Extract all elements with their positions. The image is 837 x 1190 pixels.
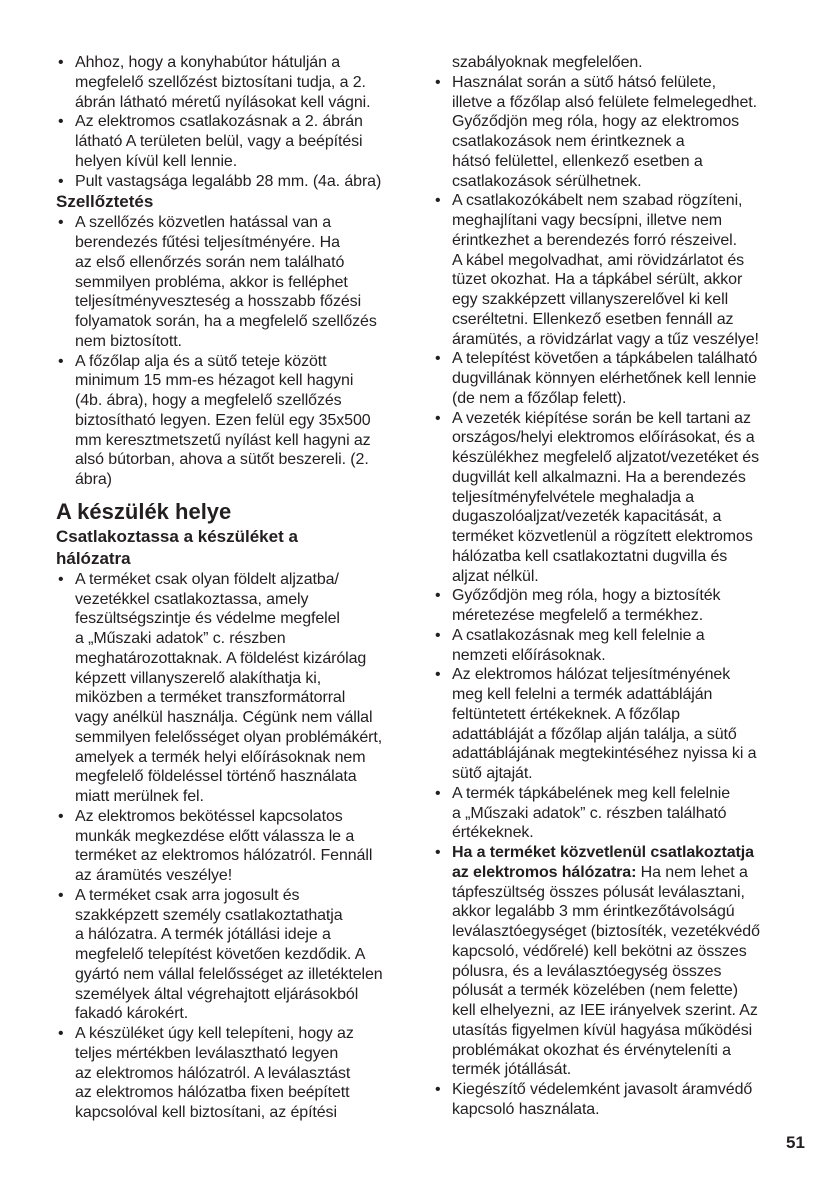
text-line: ábra): [75, 471, 112, 488]
text-line: nemzeti előírásoknak.: [452, 646, 606, 664]
text-line: alsó bútorban, ahova a sütőt beszereli. (2.: [75, 451, 369, 469]
list-item: [433, 626, 818, 666]
list-item: [56, 886, 431, 1024]
bullet-icon: •: [58, 1025, 64, 1042]
bullet-icon: •: [435, 587, 441, 605]
text-line: amelyek a termék helyi előírásoknak nem: [75, 748, 366, 766]
bullet-icon: •: [435, 626, 441, 644]
list-item: [56, 352, 431, 490]
list-item: [433, 1080, 818, 1120]
text-line: minimum 15 mm-es hézagot kell hagyni: [75, 372, 354, 390]
text-line: biztosítható legyen. Ezen felül egy 35x500: [75, 411, 371, 429]
text-line: Az elektromos csatlakozásnak a 2. ábrán: [75, 113, 363, 131]
text-line: Győződjön meg róla, hogy a biztosíték: [452, 587, 721, 605]
text-line: képzett villanyszerelő alakíthatja ki,: [75, 669, 322, 687]
list-item: [433, 191, 818, 349]
text-line: A termék tápkábelének meg kell felelnie: [452, 784, 731, 802]
text-line: hátsó felülettel, ellenkező esetben a: [452, 152, 703, 170]
bullet-icon: •: [435, 666, 441, 684]
text-line: érintkezhet a berendezés forró részeivel.: [452, 231, 737, 249]
text-line: teljesítményveszteség a hosszabb főzési: [75, 293, 362, 311]
text-line: személyek által végrehajtott eljárásokból: [75, 985, 359, 1003]
bullet-icon: •: [58, 807, 64, 825]
text-line: vezetékkel csatlakoztassa, amely: [75, 590, 309, 608]
text-line: készülékhez megfelelő aljzatot/vezetéket és: [452, 449, 759, 466]
text-line: látható A területen belül, vagy a beépítési: [75, 133, 363, 150]
bullet-icon: •: [58, 352, 64, 370]
text-line: az elektromos hálózatról. A leválasztást: [75, 1064, 351, 1082]
text-line: Használat során a sütő hátsó felülete,: [452, 73, 716, 91]
text-line: tápfeszültség összes pólusát leválasztani,: [452, 883, 745, 901]
list-item: [433, 665, 818, 784]
text-line: pólusát a termék közelében (nem felette): [452, 982, 738, 1000]
text-line: hálózatba kell csatlakoztatni dugvilla és: [452, 547, 728, 565]
list-item: [56, 172, 431, 192]
text-line: A főzőlap alja és a sütő teteje között: [75, 352, 327, 370]
text-line: Az elektromos bekötéssel kapcsolatos: [75, 807, 343, 825]
text-line: adattáblájának megtekintéséhez nyissa ki a: [452, 745, 757, 763]
text-line: Kiegészítő védelemként javasolt áramvédő: [452, 1081, 753, 1098]
text-line: az első ellenőrzés során nem található: [75, 253, 345, 271]
text-line: A vezeték kiépítése során be kell tartani az: [452, 409, 751, 427]
text-line: problémákat okozhat és érvényteleníti a: [452, 1041, 731, 1059]
bullet-icon: •: [435, 192, 441, 210]
bullet-icon: •: [58, 570, 64, 588]
bullet-icon: •: [58, 172, 64, 190]
bullet-icon: •: [435, 784, 441, 802]
text-line: (de nem a főzőlap felett).: [452, 389, 627, 407]
text-line: folyamatok során, ha a megfelelő szellőzés: [75, 313, 377, 330]
bullet-icon: •: [435, 844, 441, 861]
bullet-icon: •: [435, 350, 441, 368]
text-line: helyen kívül kell lennie.: [75, 152, 238, 170]
text-line: csatlakozások sérülhetnek.: [452, 172, 642, 190]
section-heading: A készülék helye: [56, 498, 232, 524]
text-line: A készüléket úgy kell telepíteni, hogy az: [75, 1025, 354, 1042]
list-item: [56, 112, 431, 171]
text-line: kapcsoló, védőrelé) kell bekötni az összes: [452, 942, 747, 960]
text-line: Győződjön meg róla, hogy az elektromos: [452, 113, 740, 131]
text-line: A szellőzés közvetlen hatással van a: [75, 214, 332, 232]
text-line: adattábláját a főzőlap alján találja, a sütő: [452, 725, 737, 743]
bullet-icon: •: [58, 886, 64, 904]
text-line: aljzat nélkül.: [452, 567, 539, 585]
text-line: meghatározottaknak. A földelést kizárólag: [75, 649, 367, 667]
text-line: megfelelő szellőzést biztosítani tudja, a 2.: [75, 73, 366, 91]
text-line: fakadó károkért.: [75, 1005, 189, 1023]
text-line: értékeknek.: [452, 824, 534, 842]
continued-text: [433, 53, 818, 73]
bold-text: az elektromos hálózatra:: [452, 863, 637, 881]
list-item: [433, 409, 818, 587]
text-line: pólusra, és a leválasztóegység összes: [452, 962, 722, 980]
text-line: teljesítményfelvétele meghaladja a: [452, 488, 695, 506]
list-item: [56, 807, 431, 886]
list-item: [433, 73, 818, 192]
text-line: megfelelő telepítést követően kezdődik. A: [75, 946, 366, 963]
text-line: meghajlítani vagy becsípni, illetve nem: [452, 212, 723, 229]
bold-text: Ha a terméket közvetlenül csatlakoztatja: [452, 844, 754, 861]
text-line: terméket az elektromos hálózatról. Fennáll: [75, 847, 373, 865]
text-line: az áramütés veszélye!: [75, 867, 233, 884]
text-line: vagy anélkül használja. Cégünk nem vállal: [75, 709, 373, 726]
subsection-heading: Szellőztetés: [56, 192, 154, 212]
list-item: [433, 349, 818, 408]
text-line: miközben a terméket transzformátorral: [75, 689, 346, 707]
text-line: munkák megkezdése előtt válassza le a: [75, 827, 355, 845]
text-line: teljes mértékben leválasztható legyen: [75, 1044, 339, 1062]
text-line: dugvillának könnyen elérhetőnek kell lennie: [452, 370, 757, 387]
bullet-icon: •: [58, 54, 64, 71]
list-item: [56, 570, 431, 807]
text-line: áramütés, a rövidzárlat vagy a tűz veszélye!: [452, 330, 759, 348]
text-line: a „Műszaki adatok” c. részben: [75, 630, 286, 647]
text-line: a „Műszaki adatok” c. részben található: [452, 804, 727, 822]
text-line: (4b. ábra), hogy a megfelelő szellőzés: [75, 392, 342, 409]
text-line: szakképzett személy csatlakoztathatja: [75, 906, 343, 924]
text-line: sütő ajtaját.: [452, 765, 533, 782]
text-line: dugvillát kell alkalmazni. Ha a berendezés: [452, 468, 746, 486]
left-column: [56, 53, 431, 1123]
text-line: országos/helyi elektromos előírásokat, és a: [452, 429, 755, 447]
text-line: leválasztóegységet (biztosíték, vezetékvédő: [452, 923, 760, 940]
text-line: A csatlakozókábelt nem szabad rögzíteni,: [452, 192, 743, 210]
text-line: szabályoknak megfelelően.: [452, 54, 643, 71]
text-line: tüzet okozhat. Ha a tápkábel sérült, akkor: [452, 271, 743, 289]
text-line: illetve a főzőlap alsó felülete felmelegedhet.: [452, 93, 757, 111]
right-column: [433, 53, 818, 1120]
text-line: termék jótállását.: [452, 1061, 572, 1079]
text-line: ábrán látható méretű nyílásokat kell vágni.: [75, 93, 371, 111]
text-line: Az elektromos hálózat teljesítményének: [452, 666, 731, 684]
text-line: semmilyen felelősséget olyan problémákért,: [75, 728, 383, 746]
bullet-icon: •: [58, 214, 64, 232]
text-line: megfelelő földeléssel történő használata: [75, 768, 357, 786]
subsection-heading: hálózatra: [56, 548, 131, 568]
bullet-icon: •: [435, 73, 441, 91]
text-line: csatlakozások nem érintkeznek a: [452, 133, 685, 150]
text-line: feltüntetett értékeknek. A főzőlap: [452, 705, 680, 723]
text-line: A csatlakozásnak meg kell felelnie a: [452, 626, 705, 644]
text-line: A terméket csak olyan földelt aljzatba/: [75, 570, 339, 588]
text-line: az elektromos hálózatba fixen beépített: [75, 1084, 350, 1102]
text-line: kell elhelyezni, az IEE irányelvek szerint. Az: [452, 1002, 758, 1019]
list-item: [433, 586, 818, 626]
text-line: akkor legalább 3 mm érintkezőtávolságú: [452, 903, 735, 921]
list-item: [433, 843, 818, 1080]
text-line: a hálózatra. A termék jótállási ideje a: [75, 926, 331, 944]
text-line: feszültségszintje és védelme megfelel: [75, 610, 340, 628]
text-line: kapcsolóval kell biztosítani, az építési: [75, 1104, 337, 1121]
list-item: [56, 53, 431, 112]
text-line: [452, 863, 818, 883]
text-line: kapcsoló használata.: [452, 1100, 600, 1118]
list-item: [56, 213, 431, 351]
page-number: 51: [786, 1133, 805, 1152]
text-line: A kábel megolvadhat, ami rövidzárlatot és: [452, 251, 745, 269]
text-line: dugaszolóaljzat/vezeték kapacitását, a: [452, 508, 722, 526]
text-line: berendezés fűtési teljesítményére. Ha: [75, 234, 340, 251]
text-line: meg kell felelni a termék adattábláján: [452, 686, 713, 703]
subsection-heading: Csatlakoztassa a készüléket a: [56, 526, 298, 546]
text-line: nem biztosított.: [75, 332, 182, 350]
list-item: [56, 1024, 431, 1123]
text-line: méretezése megfelelő a termékhez.: [452, 607, 704, 624]
text-line: [452, 843, 818, 863]
text-run: Ha nem lehet a: [636, 863, 748, 881]
text-line: Pult vastagsága legalább 28 mm. (4a. ábra): [75, 172, 382, 190]
text-line: A telepítést követően a tápkábelen található: [452, 350, 758, 368]
text-line: egy szakképzett villanyszerelővel ki kell: [452, 291, 729, 308]
text-line: cseréltetni. Ellenkező esetben fennáll az: [452, 310, 734, 328]
text-line: Ahhoz, hogy a konyhabútor hátulján a: [75, 54, 341, 71]
text-line: miatt merülnek fel.: [75, 788, 204, 805]
list-item: [433, 784, 818, 843]
text-line: mm keresztmetszetű nyílást kell hagyni az: [75, 431, 371, 449]
text-line: terméket közvetlenül a rögzített elektromos: [452, 528, 753, 545]
bullet-icon: •: [435, 409, 441, 427]
text-line: gyártó nem vállal felelősséget az illetéktelen: [75, 965, 383, 983]
text-line: semmilyen probléma, akkor is felléphet: [75, 273, 348, 291]
bullet-icon: •: [58, 113, 64, 131]
bullet-icon: •: [435, 1081, 441, 1098]
text-line: utasítás figyelmen kívül hagyása működési: [452, 1021, 753, 1039]
text-line: A terméket csak arra jogosult és: [75, 886, 300, 904]
